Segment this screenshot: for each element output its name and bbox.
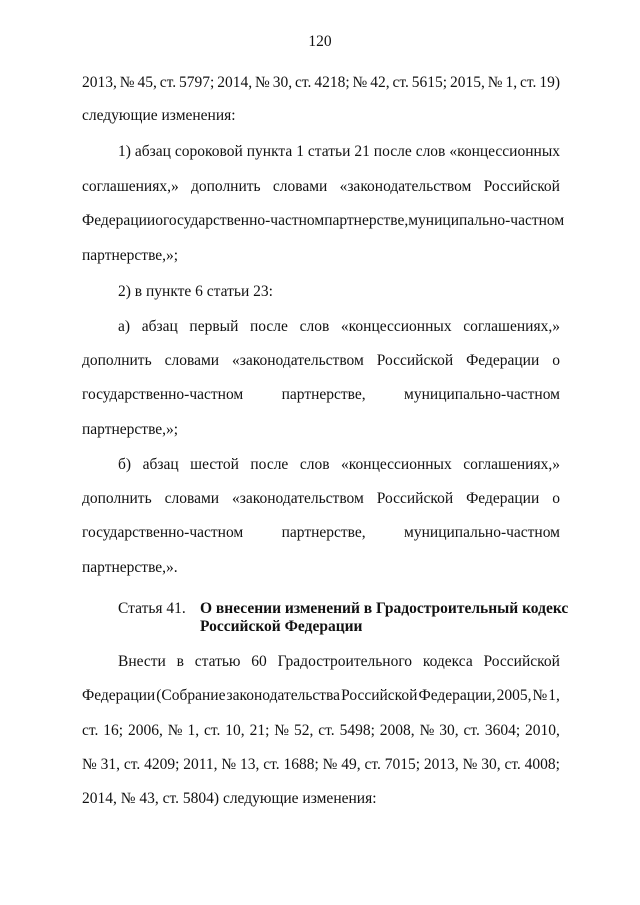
text-line bbox=[82, 722, 560, 740]
text-line: 2014, № 43, ст. 5804) следующие изменения: bbox=[82, 790, 377, 807]
word: «законодательством bbox=[339, 178, 472, 195]
word: ст. bbox=[159, 74, 177, 91]
word: ст. bbox=[263, 756, 280, 773]
word: о bbox=[552, 352, 560, 369]
word: Российской bbox=[376, 352, 454, 369]
text-line bbox=[118, 456, 560, 474]
word: № bbox=[255, 74, 270, 91]
word: «концессионных bbox=[340, 318, 452, 335]
word: дополнить bbox=[82, 490, 152, 507]
word: партнерстве, bbox=[324, 212, 409, 229]
word: Федерации bbox=[466, 352, 540, 369]
word: ст. bbox=[123, 756, 141, 773]
word: после bbox=[250, 456, 289, 473]
word: 2006, bbox=[128, 722, 163, 739]
word: партнерстве, bbox=[281, 386, 366, 403]
word: словами bbox=[164, 352, 220, 369]
word: № bbox=[274, 722, 290, 739]
text-line bbox=[118, 653, 560, 671]
page-number: 120 bbox=[308, 33, 332, 50]
word: «законодательством bbox=[232, 490, 364, 507]
word: № bbox=[532, 687, 548, 704]
word: о bbox=[155, 212, 163, 229]
text-line bbox=[82, 352, 560, 370]
word: № bbox=[119, 74, 135, 91]
word: 21 bbox=[354, 143, 370, 160]
word: Российской bbox=[341, 687, 418, 704]
word: шестой bbox=[190, 456, 239, 473]
text-line bbox=[82, 386, 560, 404]
text-line: партнерстве,»; bbox=[82, 421, 179, 438]
word: № bbox=[419, 722, 435, 739]
text-line bbox=[82, 212, 565, 230]
text-line bbox=[82, 490, 560, 508]
word: государственно-частном bbox=[82, 386, 244, 403]
word: 2015, bbox=[450, 74, 485, 91]
word: Российской bbox=[376, 490, 454, 507]
word: муниципально-частном bbox=[404, 524, 560, 541]
text-line: партнерстве,». bbox=[82, 559, 178, 576]
word: слов bbox=[299, 456, 330, 473]
word: абзац bbox=[142, 456, 179, 473]
word: о bbox=[552, 490, 560, 507]
word: Российской bbox=[483, 178, 560, 195]
word: 16; bbox=[103, 722, 124, 739]
word: государственно-частном bbox=[162, 212, 325, 229]
text-line bbox=[82, 74, 560, 92]
word: Российской bbox=[483, 653, 560, 670]
word: 2013, bbox=[423, 756, 459, 773]
word: 2008, bbox=[379, 722, 415, 739]
word: 19) bbox=[539, 74, 560, 91]
article-title-line-1: О внесении изменений в Градостроительный кодекс bbox=[200, 600, 569, 617]
text-line bbox=[82, 756, 560, 774]
article-title-line-2: Российской Федерации bbox=[200, 618, 363, 635]
word: в bbox=[176, 653, 184, 670]
word: соглашениях,» bbox=[82, 178, 179, 195]
word: ст. bbox=[82, 722, 99, 739]
word: 2013, bbox=[82, 74, 117, 91]
text-line bbox=[82, 178, 560, 196]
word: 4218; bbox=[314, 74, 350, 91]
word: Федерации bbox=[82, 212, 156, 229]
text-line bbox=[82, 524, 560, 542]
word: 2005, bbox=[496, 687, 532, 704]
word: ст. bbox=[392, 74, 409, 91]
word: 49, bbox=[341, 756, 361, 773]
word: ст. bbox=[520, 74, 537, 91]
word: 1 bbox=[296, 143, 304, 160]
word: № bbox=[167, 722, 183, 739]
text-line: 2) в пункте 6 статьи 23: bbox=[118, 283, 273, 300]
word: 1, bbox=[548, 687, 560, 704]
word: 2014, bbox=[217, 74, 253, 91]
word: № bbox=[322, 756, 338, 773]
text-line bbox=[118, 143, 560, 161]
word: после bbox=[250, 318, 288, 335]
word: 7015; bbox=[384, 756, 421, 773]
word: ст. bbox=[295, 74, 312, 91]
text-line bbox=[118, 318, 560, 336]
word: Федерации bbox=[466, 490, 540, 507]
word: 1) bbox=[118, 143, 131, 160]
word: дополнить bbox=[82, 352, 152, 369]
word: 21; bbox=[249, 722, 270, 739]
word: статью bbox=[194, 653, 241, 670]
word: 1, bbox=[187, 722, 200, 739]
word: ст. bbox=[504, 756, 521, 773]
word: партнерстве, bbox=[281, 524, 366, 541]
word: 4008; bbox=[524, 756, 560, 773]
word: пункта bbox=[246, 143, 293, 160]
word: 1, bbox=[505, 74, 518, 91]
word: законодательства bbox=[226, 687, 341, 704]
word: Градостроительного bbox=[277, 653, 413, 670]
word: 5797; bbox=[179, 74, 215, 91]
word: муниципально-частном bbox=[408, 212, 565, 229]
word: № bbox=[487, 74, 503, 91]
word: «концессионных bbox=[449, 143, 560, 160]
word: 2010, bbox=[525, 722, 560, 739]
word: Федерации, bbox=[418, 687, 496, 704]
word: 42, bbox=[370, 74, 390, 91]
word: первый bbox=[189, 318, 239, 335]
word: «законодательством bbox=[232, 352, 364, 369]
word: 60 bbox=[251, 653, 267, 670]
word: абзац bbox=[141, 318, 178, 335]
word: ст. bbox=[463, 722, 480, 739]
word: ст. bbox=[318, 722, 335, 739]
word: слов bbox=[415, 143, 446, 160]
word: соглашениях,» bbox=[463, 318, 560, 335]
word: Федерации bbox=[82, 687, 156, 704]
word: соглашениях,» bbox=[463, 456, 560, 473]
word: 3604; bbox=[484, 722, 521, 739]
word: 1688; bbox=[283, 756, 319, 773]
word: муниципально-частном bbox=[404, 386, 560, 403]
word: № bbox=[462, 756, 478, 773]
word: ст. bbox=[204, 722, 221, 739]
article-label: Статья 41. bbox=[118, 600, 186, 617]
word: Внести bbox=[118, 653, 166, 670]
word: № bbox=[82, 756, 97, 773]
word: слов bbox=[299, 318, 330, 335]
word: 2011, bbox=[183, 756, 218, 773]
text-line: партнерстве,»; bbox=[82, 247, 179, 264]
word: 30, bbox=[481, 756, 501, 773]
word: 52, bbox=[294, 722, 314, 739]
word: 10, bbox=[225, 722, 245, 739]
word: а) bbox=[118, 318, 131, 335]
text-line: следующие изменения: bbox=[82, 107, 236, 124]
word: б) bbox=[118, 456, 132, 473]
word: ст. bbox=[364, 756, 381, 773]
word: «концессионных bbox=[341, 456, 452, 473]
word: словами bbox=[164, 490, 220, 507]
word: 31, bbox=[100, 756, 121, 773]
word: 30, bbox=[272, 74, 293, 91]
text-line bbox=[82, 687, 560, 705]
word: государственно-частном bbox=[82, 524, 244, 541]
word: 30, bbox=[439, 722, 459, 739]
word: словами bbox=[272, 178, 328, 195]
word: абзац bbox=[134, 143, 171, 160]
word: 5498; bbox=[339, 722, 375, 739]
word: 4209; bbox=[144, 756, 180, 773]
word: статьи bbox=[307, 143, 351, 160]
word: 5615; bbox=[411, 74, 448, 91]
word: 13, bbox=[240, 756, 260, 773]
word: кодекса bbox=[422, 653, 473, 670]
word: сороковой bbox=[174, 143, 243, 160]
word: после bbox=[373, 143, 412, 160]
word: № bbox=[221, 756, 237, 773]
word: (Собрание bbox=[156, 687, 226, 704]
word: № bbox=[352, 74, 368, 91]
word: 45, bbox=[137, 74, 157, 91]
word: дополнить bbox=[190, 178, 261, 195]
